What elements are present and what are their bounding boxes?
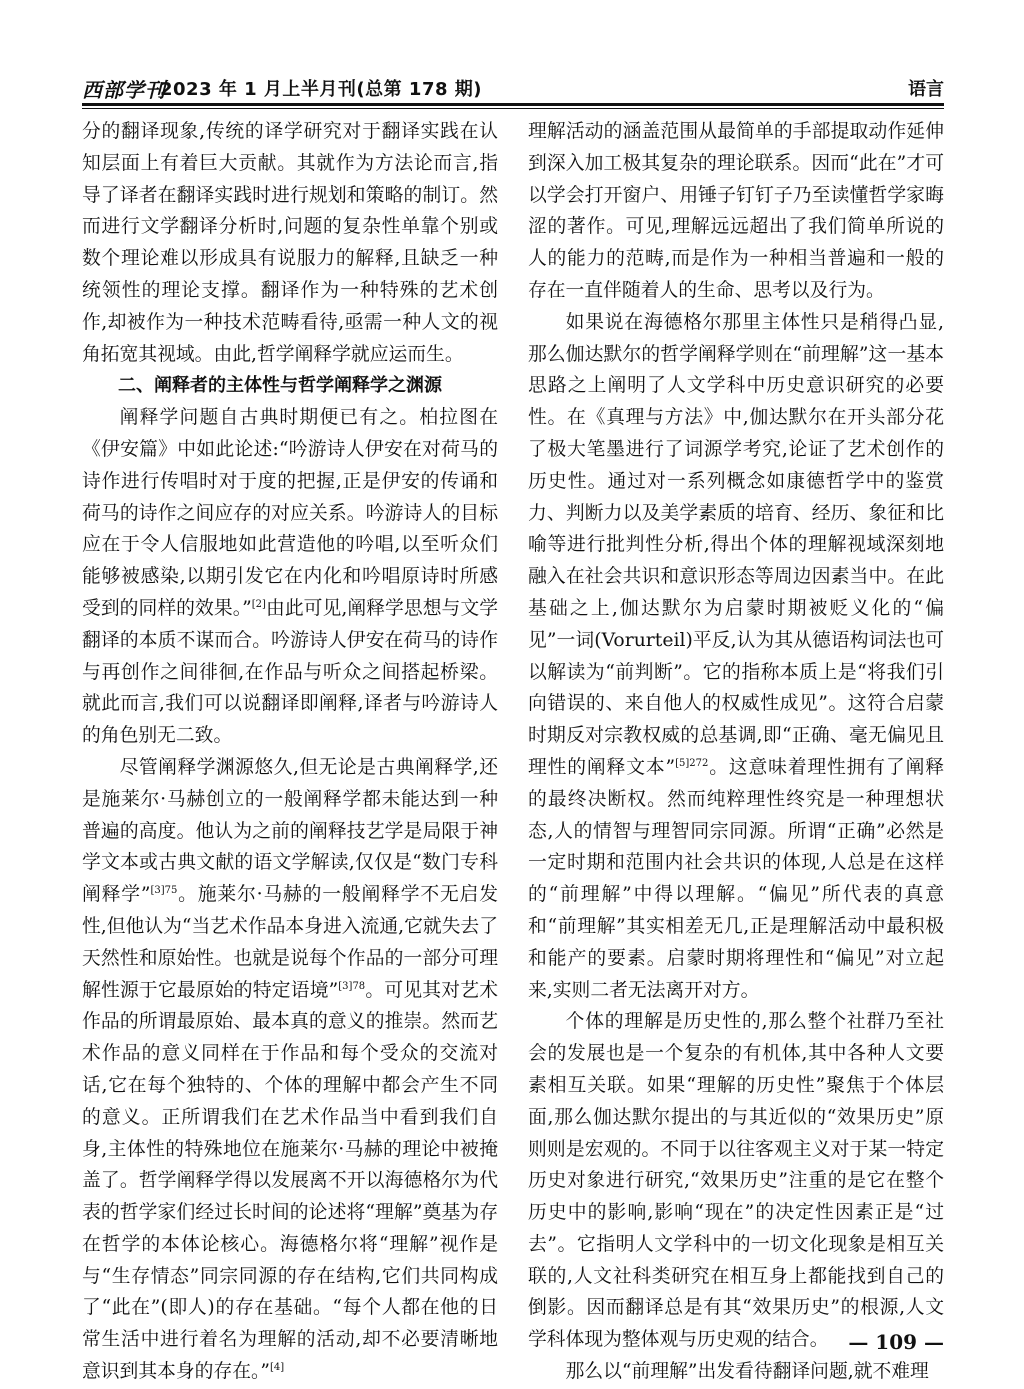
paragraph-text: 。这意味着理性拥有了阐释的最终决断权。然而纯粹理性终究是一种理想状态,人的情智与理智同宗同源。所谓“正确”必然是一定时期和范围内社会共识的体现,人总是在这样的“前理解”中得以理解。“偏见”所代表的真意和“前理解”其实相差无几,正是理解活动中最积极和能产的要素。启蒙时期将理性和“偏见”对立起来,实则二者无法离开对方。 xyxy=(528,756,945,1001)
paragraph-text: 。施莱尔·马赫的一般阐释学不无启发性,但他认为“当艺术作品本身进入流通,它就失去了天然性和原始性。也就是说每个作品的一部分可理解性源于它最原始的特定语境” xyxy=(82,884,498,1001)
citation-ref: [4] xyxy=(270,1362,285,1374)
running-header xyxy=(82,72,944,102)
citation-ref: [2] xyxy=(251,598,266,610)
header-rule xyxy=(82,103,944,106)
paragraph xyxy=(528,307,944,1007)
citation-ref: [5]272 xyxy=(675,757,709,769)
paragraph-text: 阐释学问题自古典时期便已有之。柏拉图在《伊安篇》中如此论述:“吟游诗人伊安在对荷马的诗作进行传唱时对于度的把握,正是伊安的传诵和荷马的诗作之间应存的对应关系。吟游诗人的目标应在于令人信服地如此营造他的吟唱,以至听众们能够被感染,以期引发它在内化和吟唱原诗时所感受到的同样的效果。” xyxy=(82,407,498,619)
paragraph-text: 尽管阐释学渊源悠久,但无论是古典阐释学,还是施莱尔·马赫创立的一般阐释学都未能达到一种普遍的高度。他认为之前的阐释技艺学是局限于神学文本或古典文献的语文学解读,仅仅是“数门专科阐释学” xyxy=(82,756,498,906)
paragraph-text: 如果说在海德格尔那里主体性只是稍得凸显,那么伽达默尔的哲学阐释学则在“前理解”这一基本思路之上阐明了人文学科中历史意识研究的必要性。在《真理与方法》中,伽达默尔在开头部分花了极大笔墨进行了词源学考究,论证了艺术创作的历史性。通过对一系列概念如康德哲学中的鉴赏力、判断力以及美学素质的培育、经历、象征和比喻等进行批判性分析,得出个体的理解视域深刻地融入在社会共识和意识形态等周边因素当中。在此基础之上,伽达默尔为启蒙时期被贬义化的“偏见”一词(Vorurteil)平反,认为其从德语构词法也可以解读为“前判断”。它的指称本质上是“将我们引向错误的、来自他人的权威性成见”。这符合启蒙时期反对宗教权威的总基调,即“正确、毫无偏见且理性的阐释文本” xyxy=(528,311,944,778)
right-column xyxy=(528,116,944,1388)
section-label: 语言 xyxy=(908,79,944,100)
journal-logo: 西部学刊 xyxy=(82,78,166,102)
citation-ref: [3]78 xyxy=(338,980,366,992)
section-heading: 二、阐释者的主体性与哲学阐释学之渊源 xyxy=(118,375,442,397)
paragraph: 个体的理解是历史性的,那么整个社群乃至社会的发展也是一个复杂的有机体,其中各种人文要素相互关联。如果“理解的历史性”聚焦于个体层面,那么伽达默尔提出的与其近似的“效果历史”原则则是宏观的。不同于以往客观主义对于某一特定历史对象进行研究,“效果历史”注重的是它在整个历史中的影响,影响“现在”的决定性因素正是“过去”。它指明人文学科中的一切文化现象是相互关联的,人文社科类研究在相互身上都能找到自己的倒影。因而翻译总是有其“效果历史”的根源,人文学科体现为整体观与历史观的结合。 xyxy=(528,1011,944,1351)
issue-info: 2023 年 1 月上半月刊(总第 178 期) xyxy=(160,79,482,100)
paragraph: 分的翻译现象,传统的译学研究对于翻译实践在认知层面上有着巨大贡献。其就作为方法论而言,指导了译者在翻译实践时进行规划和策略的制订。然而进行文学翻译分析时,问题的复杂性单靠个别或数个理论难以形成具有说服力的解释,且缺乏一种统领性的理论支撑。翻译作为一种特殊的艺术创作,却被作为一种技术范畴看待,亟需一种人文的视角拓宽其视域。由此,哲学阐释学就应运而生。 xyxy=(82,121,498,365)
page-number: — 109 — xyxy=(848,1330,944,1354)
paragraph xyxy=(82,402,498,752)
paragraph: 理解活动的涵盖范围从最简单的手部提取动作延伸到深入加工极其复杂的理论联系。因而“此在”才可以学会打开窗户、用锤子钉钉子乃至读懂哲学家晦涩的著作。可见,理解远远超出了我们简单所说的人的能力的范畴,而是作为一种相当普遍和一般的存在一直伴随着人的生命、思考以及行为。 xyxy=(528,121,944,301)
paragraph-text: 由此可见,阐释学思想与文学翻译的本质不谋而合。吟游诗人伊安在荷马的诗作与再创作之间徘徊,在作品与听众之间搭起桥梁。就此而言,我们可以说翻译即阐释,译者与吟游诗人的角色别无二致。 xyxy=(82,597,498,747)
paragraph-text: 。可见其对艺术作品的所谓最原始、最本真的意义的推崇。然而艺术作品的意义同样在于作品和每个受众的交流对话,它在每个独特的、个体的理解中都会产生不同的意义。正所谓我们在艺术作品当中看到我们自身,主体性的特殊地位在施莱尔·马赫的理论中被掩盖了。哲学阐释学得以发展离不开以海德格尔为代表的哲学家们经过长时间的论述将“理解”奠基为存在哲学的本体论核心。海德格尔将“理解”视作是与“生存情态”同宗同源的存在结构,它们共同构成了“此在”(即人)的存在基础。“每个人都在他的日常生活中进行着名为理解的活动,却不必要清晰地意识到其本身的存在。” xyxy=(82,979,498,1383)
left-column xyxy=(82,116,498,1388)
paragraph: 那么以“前理解”出发看待翻译问题,就不难理 xyxy=(565,1361,929,1383)
header-rule-thin xyxy=(82,108,944,109)
citation-ref: [3]75 xyxy=(150,885,178,897)
paragraph xyxy=(82,752,498,1388)
